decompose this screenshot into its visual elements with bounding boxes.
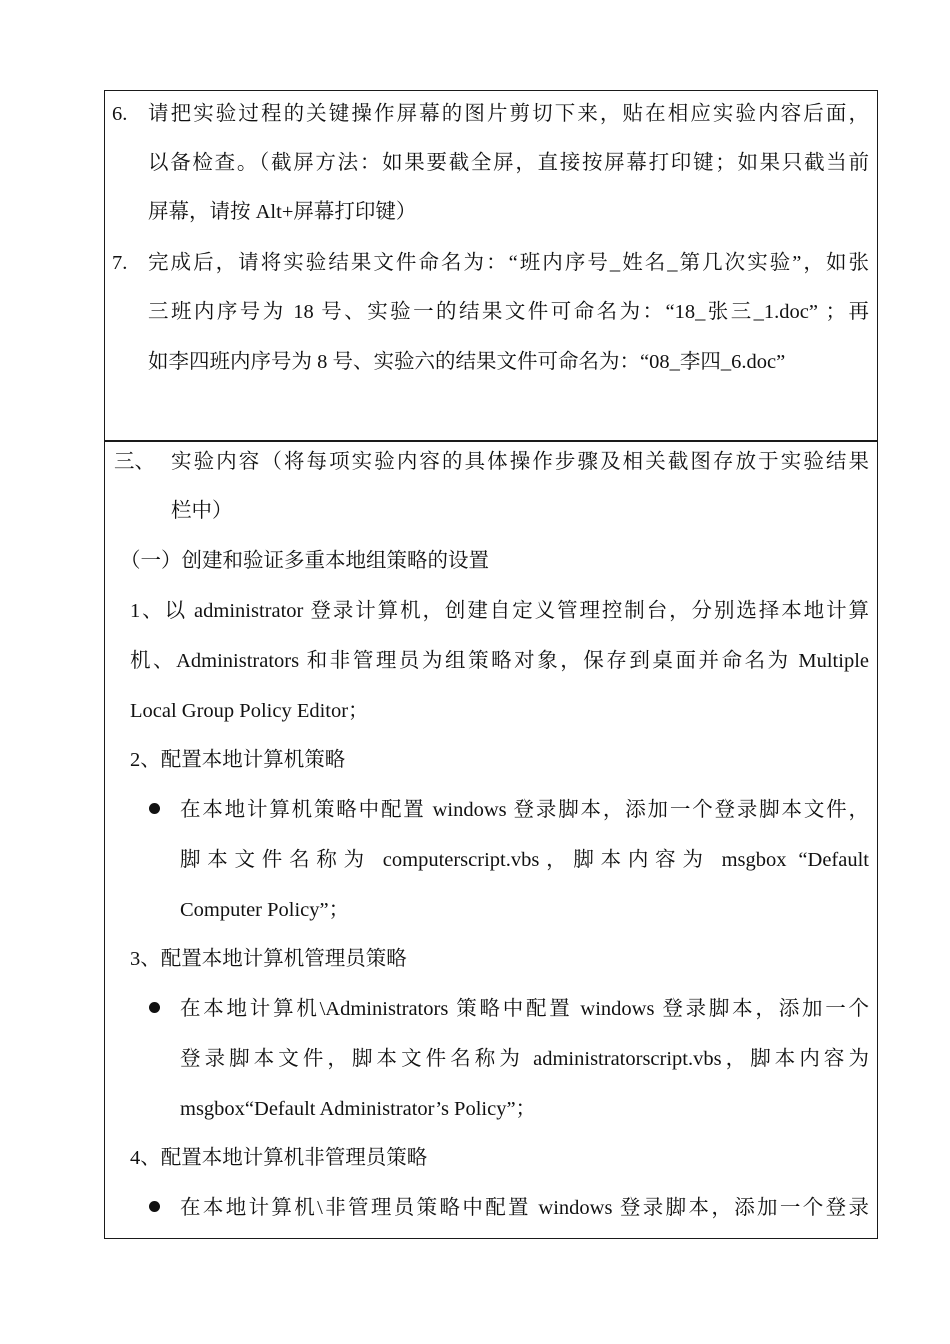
bullet-4 [149, 1201, 160, 1212]
item-6-line-2: 以备检查。（截屏方法：如果要截全屏，直接按屏幕打印键；如果只截当前 [148, 152, 869, 174]
bullet-3-line-1: 在本地计算机\Administrators 策略中配置 windows 登录脚本，添加一个 [180, 998, 869, 1020]
item-6-line-3: 屏幕，请按 Alt+屏幕打印键） [148, 201, 417, 223]
item-7-number: 7. [112, 252, 128, 274]
step-1-line-1: 1、以 administrator 登录计算机，创建自定义管理控制台，分别选择本地计算 [130, 600, 869, 622]
step-4-title: 4、配置本地计算机非管理员策略 [130, 1147, 428, 1169]
bullet-3-line-2: 登录脚本文件，脚本文件名称为 administratorscript.vbs，脚本内容为 [180, 1048, 869, 1070]
section-three-title-line-1: 实验内容（将每项实验内容的具体操作步骤及相关截图存放于实验结果 [171, 451, 869, 473]
bullet-2 [149, 803, 160, 814]
bullet-2-line-3: Computer Policy”； [180, 899, 350, 921]
bullet-3-line-3: msgbox“Default Administrator’s Policy”； [180, 1098, 537, 1120]
step-1-line-3: Local Group Policy Editor； [130, 700, 369, 722]
item-6-number: 6. [112, 103, 128, 125]
item-7-line-2: 三班内序号为 18 号、实验一的结果文件可命名为：“18_张三_1.doc” ；再 [148, 301, 869, 323]
bullet-4-line-1: 在本地计算机\非管理员策略中配置 windows 登录脚本，添加一个登录 [180, 1197, 869, 1219]
subsection-title: （一）创建和验证多重本地组策略的设置 [120, 550, 489, 572]
item-7-line-3: 如李四班内序号为 8 号、实验六的结果文件可命名为：“08_李四_6.doc” [148, 351, 786, 373]
bullet-2-line-1: 在本地计算机策略中配置 windows 登录脚本，添加一个登录脚本文件， [180, 799, 869, 821]
section-three-number: 三、 [114, 451, 155, 473]
bullet-3 [149, 1002, 160, 1013]
step-1-line-2: 机、Administrators 和非管理员为组策略对象，保存到桌面并命名为 Multiple [130, 650, 869, 672]
bullet-2-line-2: 脚本文件名称为 computerscript.vbs，脚本内容为 msgbox “Default [180, 849, 869, 871]
item-7-line-1: 完成后，请将实验结果文件命名为：“班内序号_姓名_第几次实验”，如张 [148, 252, 869, 274]
step-2-title: 2、配置本地计算机策略 [130, 749, 346, 771]
section-three-title-line-2: 栏中） [171, 500, 233, 522]
item-6-line-1: 请把实验过程的关键操作屏幕的图片剪切下来，贴在相应实验内容后面， [148, 103, 869, 125]
step-3-title: 3、配置本地计算机管理员策略 [130, 948, 407, 970]
